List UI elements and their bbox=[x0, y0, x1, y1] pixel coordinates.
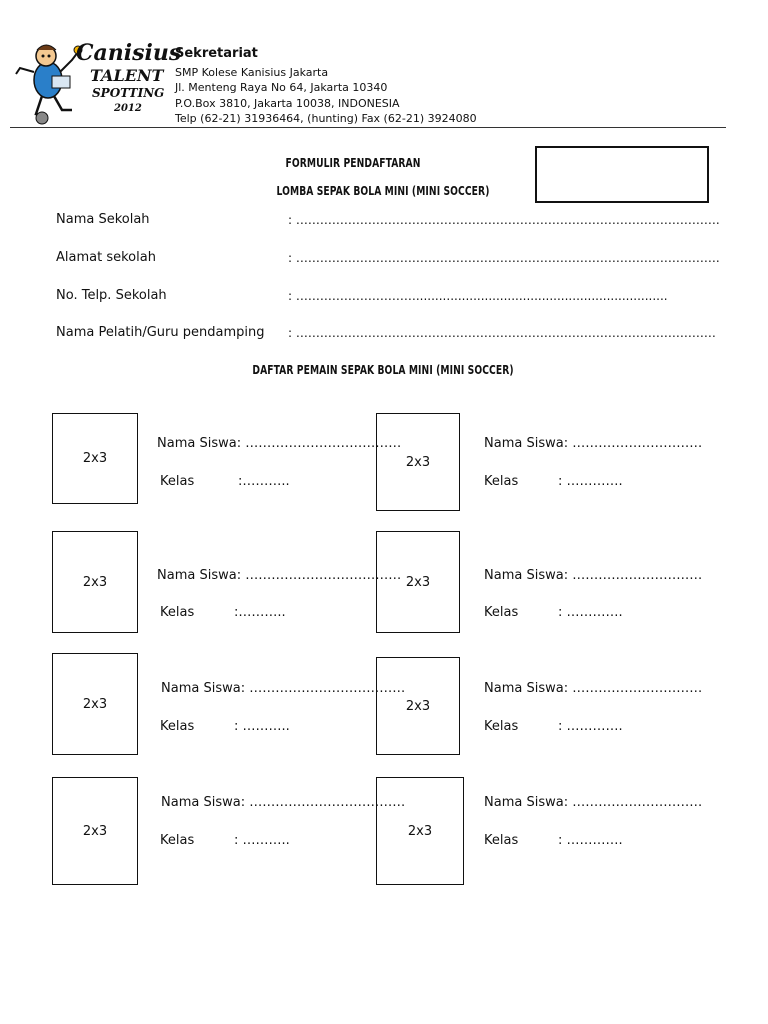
player-name-row bbox=[484, 436, 702, 451]
field-label-school-address: Alamat sekolah bbox=[56, 250, 156, 265]
header-line-phone: Telp (62-21) 31936464, (hunting) Fax (62-21) 3924080 bbox=[175, 112, 477, 125]
player-name-field[interactable]: ………………………… bbox=[572, 681, 703, 696]
player-kelas-label: Kelas bbox=[160, 474, 195, 489]
photo-size-label: 2x3 bbox=[407, 823, 433, 839]
form-title: FORMULIR PENDAFTARAN bbox=[285, 156, 421, 170]
photo-size-label: 2x3 bbox=[405, 698, 431, 714]
player-list-title: DAFTAR PEMAIN SEPAK BOLA MINI (MINI SOCCER) bbox=[252, 363, 514, 377]
player-name-field[interactable]: ……………………………… bbox=[249, 681, 406, 696]
player-kelas-label: Kelas bbox=[484, 474, 519, 489]
photo-slot bbox=[376, 413, 460, 511]
logo-word-spotting: SPOTTING bbox=[92, 86, 165, 100]
photo-size-label: 2x3 bbox=[82, 451, 108, 466]
photo-slot bbox=[376, 777, 464, 885]
photo-slot bbox=[52, 653, 138, 755]
logo-year: 2012 bbox=[114, 103, 142, 114]
player-kelas-field[interactable]: : …………. bbox=[558, 833, 623, 848]
player-name-row bbox=[161, 795, 405, 810]
field-school-name[interactable]: : ……………………………………………………………………………………………. bbox=[288, 213, 720, 227]
player-kelas-field[interactable]: : ……….. bbox=[234, 719, 290, 734]
field-school-address[interactable]: : ……………………………………………………………………………………………. bbox=[288, 251, 720, 265]
header-line-address: Jl. Menteng Raya No 64, Jakarta 10340 bbox=[175, 81, 388, 94]
form-subtitle: LOMBA SEPAK BOLA MINI (MINI SOCCER) bbox=[276, 184, 490, 198]
player-name-row bbox=[157, 568, 401, 583]
player-kelas-field[interactable]: : …………. bbox=[558, 474, 623, 489]
player-name-row bbox=[484, 568, 702, 583]
player-name-label: Nama Siswa: bbox=[484, 568, 569, 583]
player-kelas-label: Kelas bbox=[484, 605, 519, 620]
photo-slot bbox=[52, 777, 138, 885]
player-name-field[interactable]: ………………………… bbox=[572, 568, 703, 583]
photo-slot bbox=[52, 531, 138, 633]
player-name-label: Nama Siswa: bbox=[161, 795, 246, 810]
player-kelas-field[interactable]: : ……….. bbox=[234, 833, 290, 848]
player-kelas-label: Kelas bbox=[160, 833, 195, 848]
header-title: Sekretariat bbox=[175, 46, 258, 61]
player-name-label: Nama Siswa: bbox=[157, 436, 242, 451]
player-name-field[interactable]: ……………………………… bbox=[249, 795, 406, 810]
photo-slot bbox=[52, 413, 138, 504]
player-kelas-label: Kelas bbox=[160, 605, 195, 620]
photo-slot bbox=[376, 531, 460, 633]
player-name-row bbox=[161, 681, 405, 696]
field-label-school-name: Nama Sekolah bbox=[56, 212, 150, 227]
player-name-row bbox=[157, 436, 401, 451]
field-label-coach-name: Nama Pelatih/Guru pendamping bbox=[56, 325, 265, 340]
photo-size-label: 2x3 bbox=[405, 574, 431, 590]
registration-number-box bbox=[535, 146, 709, 203]
field-coach-name[interactable]: : …………………………………………………………………………………………… bbox=[288, 326, 716, 340]
player-kelas-field[interactable]: : …………. bbox=[558, 719, 623, 734]
player-name-label: Nama Siswa: bbox=[484, 795, 569, 810]
field-school-phone[interactable]: : ………………………….................................................................. bbox=[288, 289, 668, 303]
player-name-field[interactable]: ………………………… bbox=[572, 795, 703, 810]
player-name-field[interactable]: ……………………………… bbox=[245, 436, 402, 451]
player-name-label: Nama Siswa: bbox=[161, 681, 246, 696]
player-name-row bbox=[484, 795, 702, 810]
player-kelas-label: Kelas bbox=[160, 719, 195, 734]
player-kelas-field[interactable]: :……….. bbox=[234, 605, 286, 620]
player-name-label: Nama Siswa: bbox=[484, 681, 569, 696]
photo-slot bbox=[376, 657, 460, 755]
header-divider bbox=[10, 127, 726, 128]
header-line-pobox: P.O.Box 3810, Jakarta 10038, INDONESIA bbox=[175, 97, 400, 110]
player-kelas-label: Kelas bbox=[484, 833, 519, 848]
logo-word-canisius: Canisius bbox=[76, 40, 182, 66]
header-line-school: SMP Kolese Kanisius Jakarta bbox=[175, 66, 329, 79]
event-logo bbox=[10, 38, 182, 128]
player-name-label: Nama Siswa: bbox=[484, 436, 569, 451]
player-name-row bbox=[484, 681, 702, 696]
photo-size-label: 2x3 bbox=[82, 823, 108, 839]
photo-size-label: 2x3 bbox=[82, 574, 108, 590]
player-name-field[interactable]: ……………………………… bbox=[245, 568, 402, 583]
player-kelas-field[interactable]: :……….. bbox=[238, 474, 290, 489]
photo-size-label: 2x3 bbox=[405, 454, 431, 470]
player-name-field[interactable]: ………………………… bbox=[572, 436, 703, 451]
player-name-label: Nama Siswa: bbox=[157, 568, 242, 583]
photo-size-label: 2x3 bbox=[82, 696, 108, 712]
player-kelas-label: Kelas bbox=[484, 719, 519, 734]
player-kelas-field[interactable]: : …………. bbox=[558, 605, 623, 620]
field-label-school-phone: No. Telp. Sekolah bbox=[56, 288, 167, 303]
logo-word-talent: TALENT bbox=[90, 66, 164, 85]
